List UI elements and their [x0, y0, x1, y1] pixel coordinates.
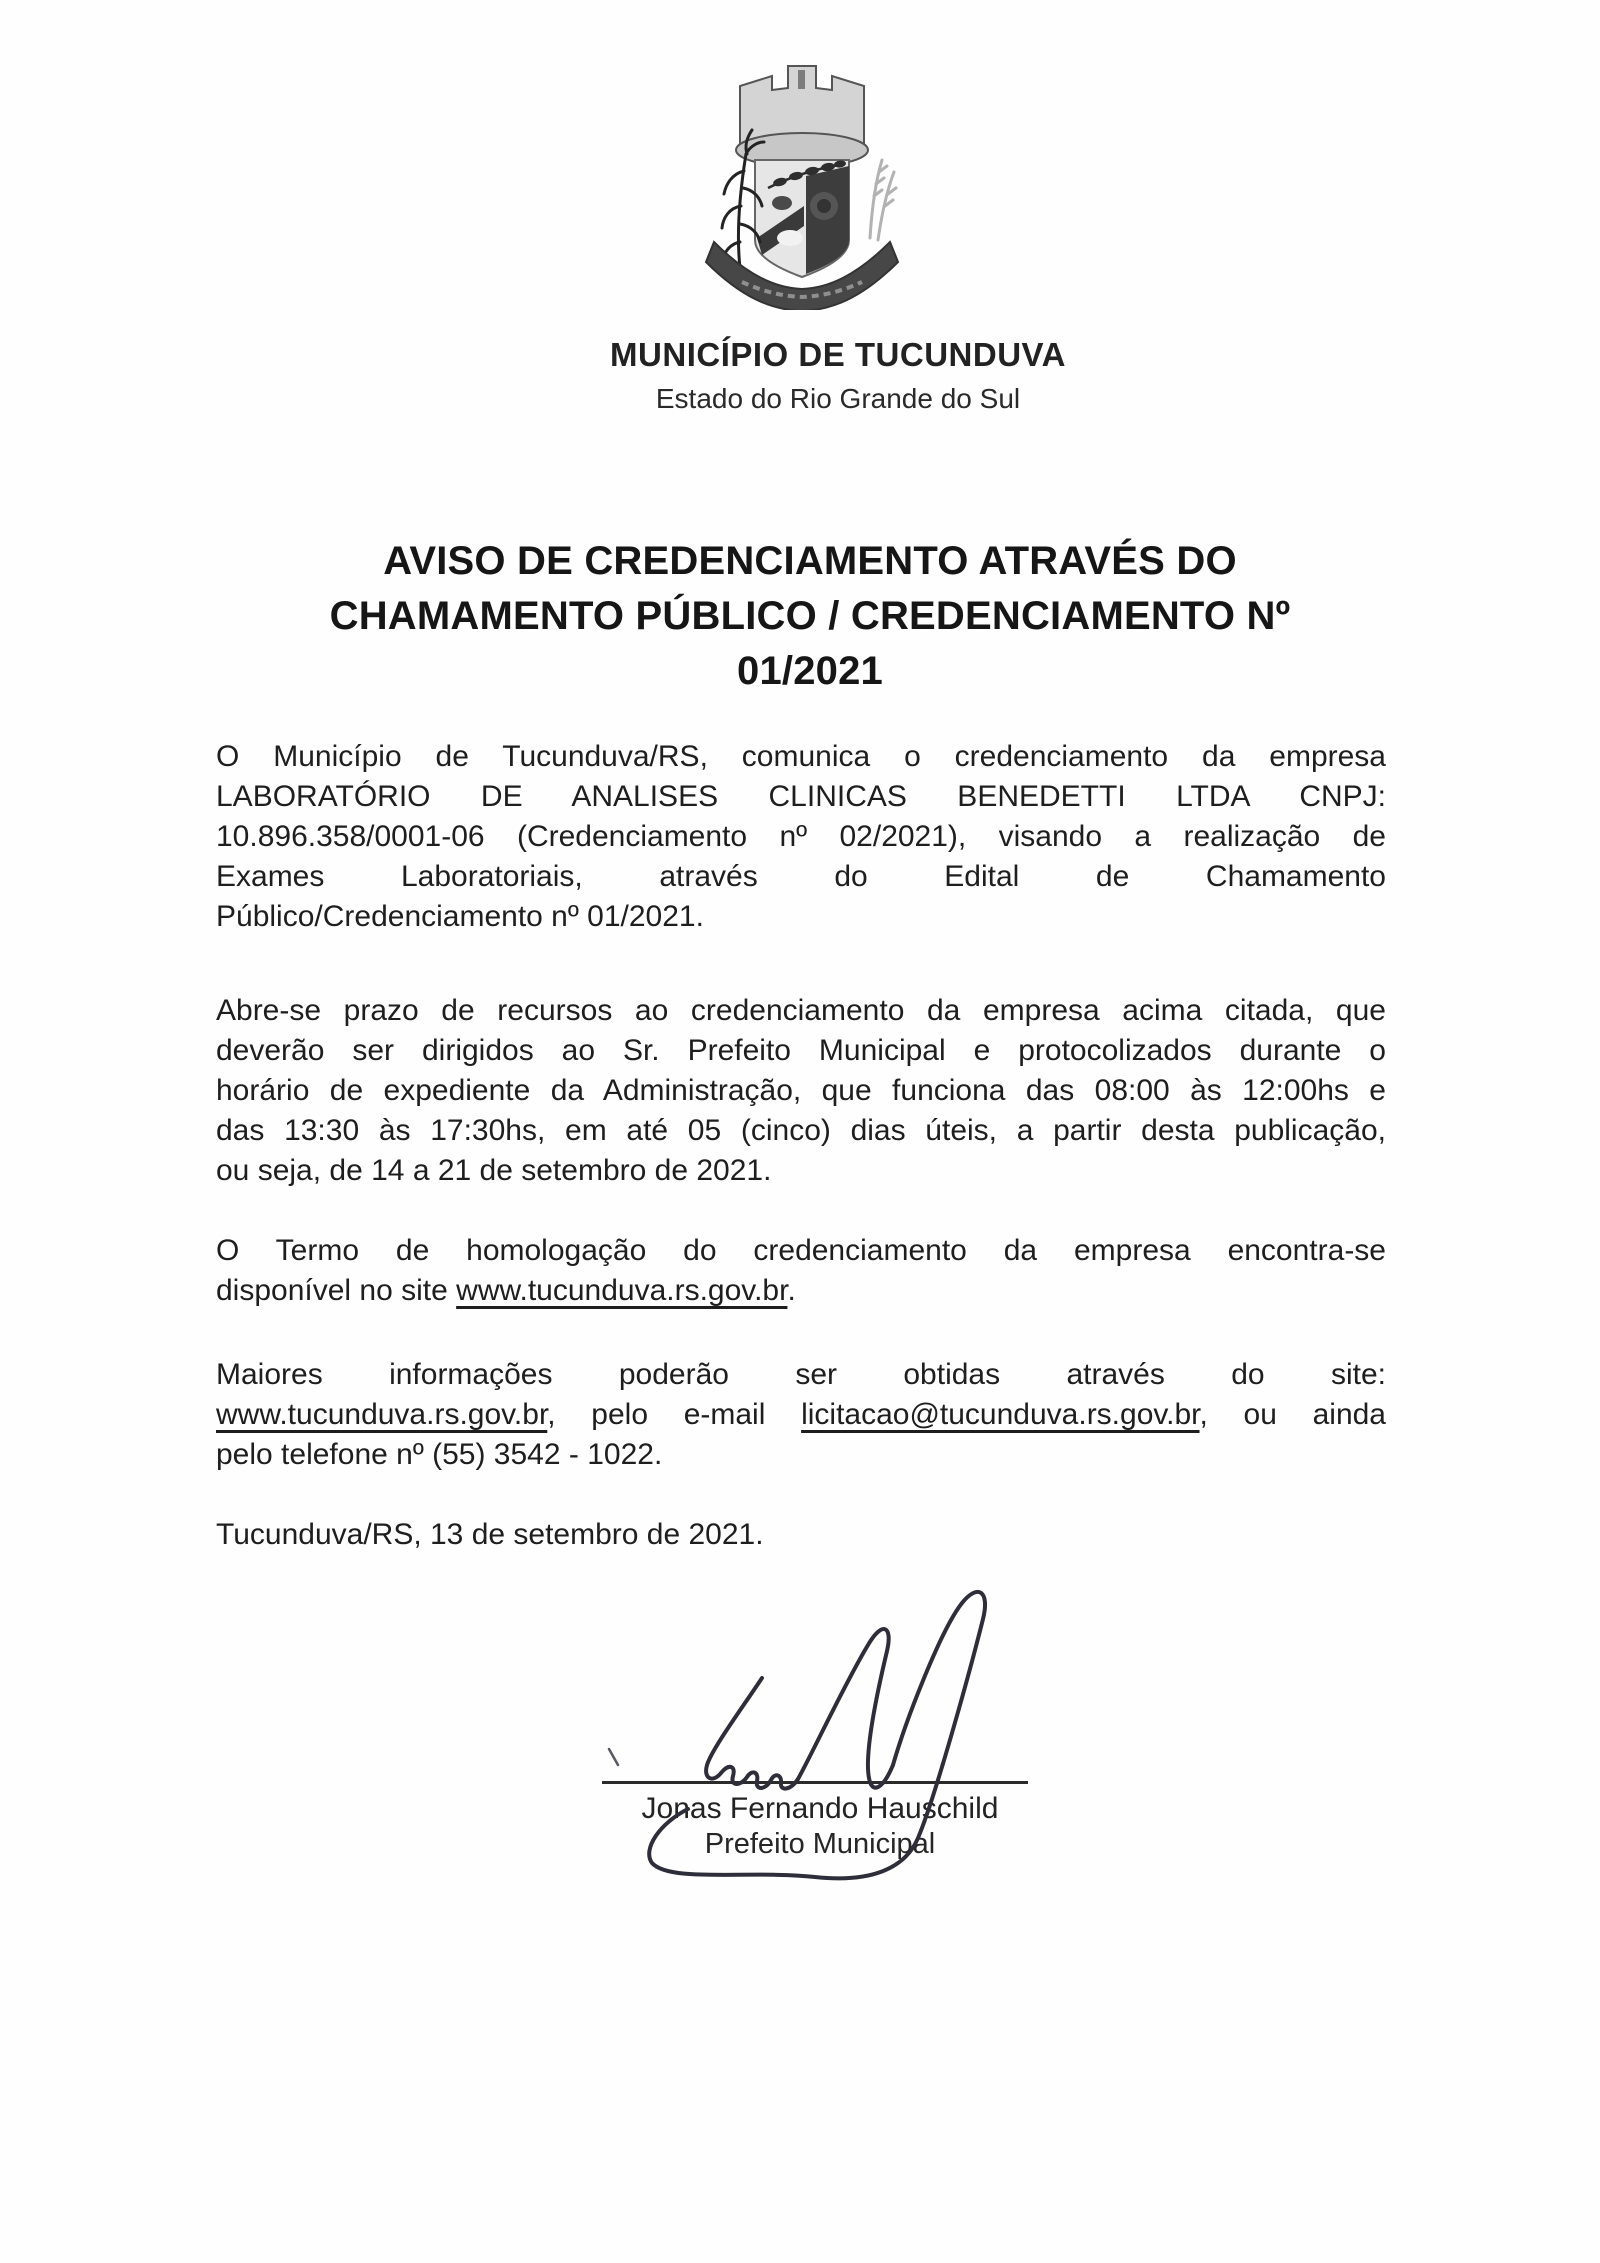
document-title	[230, 534, 1390, 699]
text-segment: disponível no site	[216, 1274, 457, 1307]
text-line	[216, 1111, 1386, 1151]
signatory-name: Jonas Fernando Hauschild	[641, 1792, 999, 1825]
text-line	[216, 1231, 1386, 1271]
state-name: Estado do Rio Grande do Sul	[655, 383, 1021, 414]
mural-crown-icon	[736, 66, 868, 167]
text-segment: Maiores informações poderão ser obtidas através do site:	[216, 1358, 1386, 1391]
text-segment: , ou ainda	[1199, 1398, 1386, 1431]
date-line: Tucunduva/RS, 13 de setembro de 2021.	[216, 1518, 764, 1551]
inline-url-text: www.tucunduva.rs.gov.br	[216, 1398, 548, 1431]
inline-url-text: licitacao@tucunduva.rs.gov.br	[801, 1398, 1200, 1431]
text-segment: horário de expediente da Administração, que funciona das 08:00 às 12:00hs e	[216, 1074, 1386, 1107]
paragraph-prazo-recursos	[216, 991, 1386, 1191]
paragraph-credenciamento	[216, 737, 1386, 937]
shield-icon	[755, 160, 849, 277]
text-line	[216, 1355, 1386, 1395]
inline-url-text: www.tucunduva.rs.gov.br	[456, 1274, 788, 1307]
wheat-sheaf-icon	[870, 160, 896, 240]
text-line	[216, 817, 1386, 857]
text-segment: Exames Laboratoriais, através do Edital de Chamamento	[216, 860, 1386, 893]
text-line	[216, 897, 1386, 937]
title-line: CHAMAMENTO PÚBLICO / CREDENCIAMENTO Nº	[329, 594, 1291, 638]
text-line	[216, 991, 1386, 1031]
signatory-role: Prefeito Municipal	[704, 1828, 936, 1860]
document-body	[216, 737, 1386, 1519]
text-segment: , pelo e-mail	[547, 1398, 802, 1431]
text-line	[216, 1031, 1386, 1071]
text-line	[216, 777, 1386, 817]
text-segment: pelo telefone nº (55) 3542 - 1022.	[216, 1438, 663, 1471]
text-segment: Abre-se prazo de recursos ao credenciamento da empresa acima citada, que	[216, 994, 1386, 1027]
text-line	[216, 1071, 1386, 1111]
text-line	[216, 1395, 1386, 1435]
text-line	[216, 1435, 1386, 1475]
text-segment: ou seja, de 14 a 21 de setembro de 2021.	[216, 1154, 772, 1187]
text-segment: O Município de Tucunduva/RS, comunica o credenciamento da empresa	[216, 740, 1386, 773]
text-segment: Público/Credenciamento nº 01/2021.	[216, 900, 704, 933]
text-segment: .	[787, 1274, 796, 1307]
text-line	[216, 857, 1386, 897]
title-line: AVISO DE CREDENCIAMENTO ATRAVÉS DO	[383, 539, 1237, 583]
text-line	[216, 1151, 1386, 1191]
municipality-name: MUNICÍPIO DE TUCUNDUVA	[610, 336, 1066, 373]
text-segment: 10.896.358/0001-06 (Credenciamento nº 02/2021), visando a realização de	[216, 820, 1386, 853]
text-segment: O Termo de homologação do credenciamento da empresa encontra-se	[216, 1234, 1386, 1267]
text-segment: deverão ser dirigidos ao Sr. Prefeito Municipal e protocolizados durante o	[216, 1034, 1386, 1067]
coat-of-arms-icon	[702, 52, 902, 310]
text-segment: das 13:30 às 17:30hs, em até 05 (cinco) dias úteis, a partir desta publicação,	[216, 1114, 1386, 1147]
title-line: 01/2021	[737, 649, 883, 693]
paragraph-homologacao	[216, 1231, 1386, 1311]
text-line	[216, 1271, 1386, 1311]
text-line	[216, 737, 1386, 777]
signature-rule	[602, 1781, 1028, 1784]
text-segment: LABORATÓRIO DE ANALISES CLINICAS BENEDETTI LTDA CNPJ:	[216, 780, 1386, 813]
paragraph-maiores-informacoes	[216, 1355, 1386, 1475]
